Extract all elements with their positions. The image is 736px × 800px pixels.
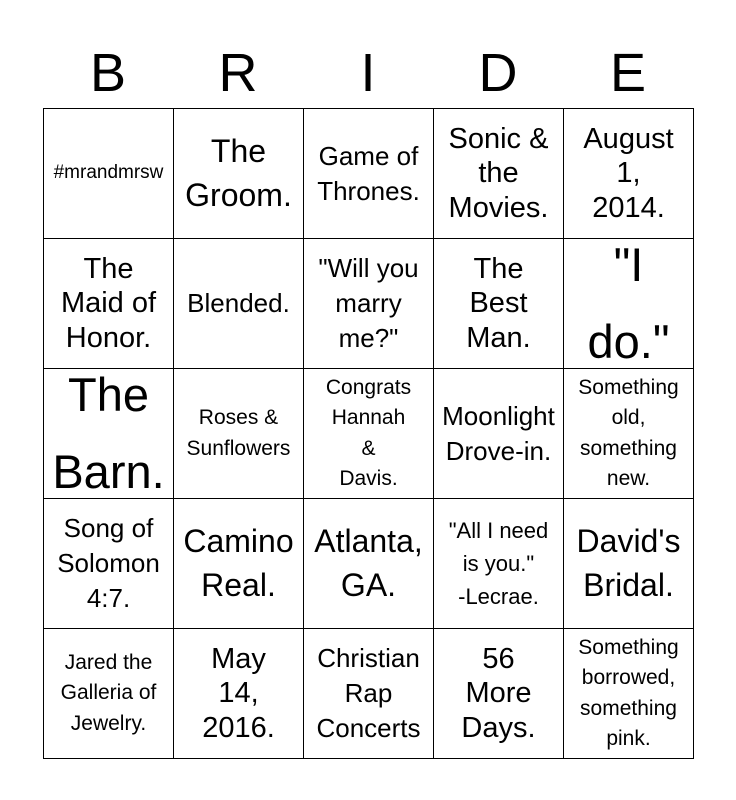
bingo-cell[interactable]	[304, 629, 434, 759]
bingo-cell[interactable]	[564, 629, 694, 759]
cell-text: Blended.	[187, 288, 290, 319]
bingo-cell[interactable]	[44, 369, 174, 499]
cell-text: The Maid of Honor.	[60, 253, 157, 354]
cell-text: Game of Thrones.	[317, 140, 420, 206]
bingo-cell[interactable]	[564, 499, 694, 629]
bingo-cell[interactable]	[304, 369, 434, 499]
bingo-cell[interactable]	[304, 109, 434, 239]
cell-text: Something borrowed, something pink.	[578, 635, 679, 750]
cell-text: August 1, 2014.	[583, 123, 674, 224]
bingo-cell[interactable]	[434, 629, 564, 759]
bingo-cell[interactable]	[44, 629, 174, 759]
header-letter-d: D	[478, 43, 518, 103]
cell-text: Something old, something new.	[578, 375, 679, 490]
cell-text: Camino Real.	[183, 522, 294, 603]
header-letter-i: I	[360, 43, 376, 103]
bingo-cell[interactable]	[564, 239, 694, 369]
cell-text: Sonic & the Movies.	[448, 123, 549, 224]
bingo-cell[interactable]	[174, 369, 304, 499]
bingo-cell[interactable]	[174, 109, 304, 239]
cell-text: May 14, 2016.	[202, 643, 275, 744]
bingo-header	[43, 38, 693, 108]
bingo-cell[interactable]	[174, 499, 304, 629]
header-letter-e: E	[609, 43, 647, 103]
cell-text: Christian Rap Concerts	[316, 643, 421, 743]
header-letter-r: R	[218, 43, 258, 103]
bingo-cell[interactable]	[174, 239, 304, 369]
bingo-cell[interactable]	[564, 109, 694, 239]
cell-text: Song of Solomon 4:7.	[57, 513, 160, 613]
cell-text: 56 More Days.	[461, 643, 536, 744]
bingo-cell[interactable]	[434, 499, 564, 629]
bingo-cell[interactable]	[564, 369, 694, 499]
bingo-cell[interactable]	[434, 369, 564, 499]
bingo-cell[interactable]	[44, 109, 174, 239]
bingo-cell[interactable]	[44, 499, 174, 629]
cell-text: Jared the Galleria of Jewelry.	[60, 650, 157, 735]
cell-text: "Will you marry me?"	[318, 253, 419, 353]
bingo-cell[interactable]	[304, 499, 434, 629]
cell-text: David's Bridal.	[576, 522, 681, 603]
cell-text: Moonlight Drove-in.	[442, 400, 555, 466]
cell-text: Atlanta, GA.	[314, 522, 423, 603]
cell-text: "I do."	[587, 239, 670, 368]
bingo-cell[interactable]	[434, 239, 564, 369]
cell-text: #mrandmrsw	[53, 162, 164, 184]
bingo-cell[interactable]	[44, 239, 174, 369]
bingo-grid	[43, 108, 694, 759]
cell-text: Roses & Sunflowers	[186, 406, 291, 460]
bingo-cell[interactable]	[174, 629, 304, 759]
cell-text: "All I need is you." -Lecrae.	[448, 518, 549, 609]
cell-text: The Groom.	[185, 132, 292, 213]
bingo-cell[interactable]	[304, 239, 434, 369]
cell-text: The Best Man.	[466, 253, 531, 354]
cell-text: Congrats Hannah & Davis.	[325, 375, 412, 490]
header-letter-b: B	[89, 43, 127, 103]
bingo-cell[interactable]	[434, 109, 564, 239]
cell-text: The Barn.	[52, 369, 165, 498]
